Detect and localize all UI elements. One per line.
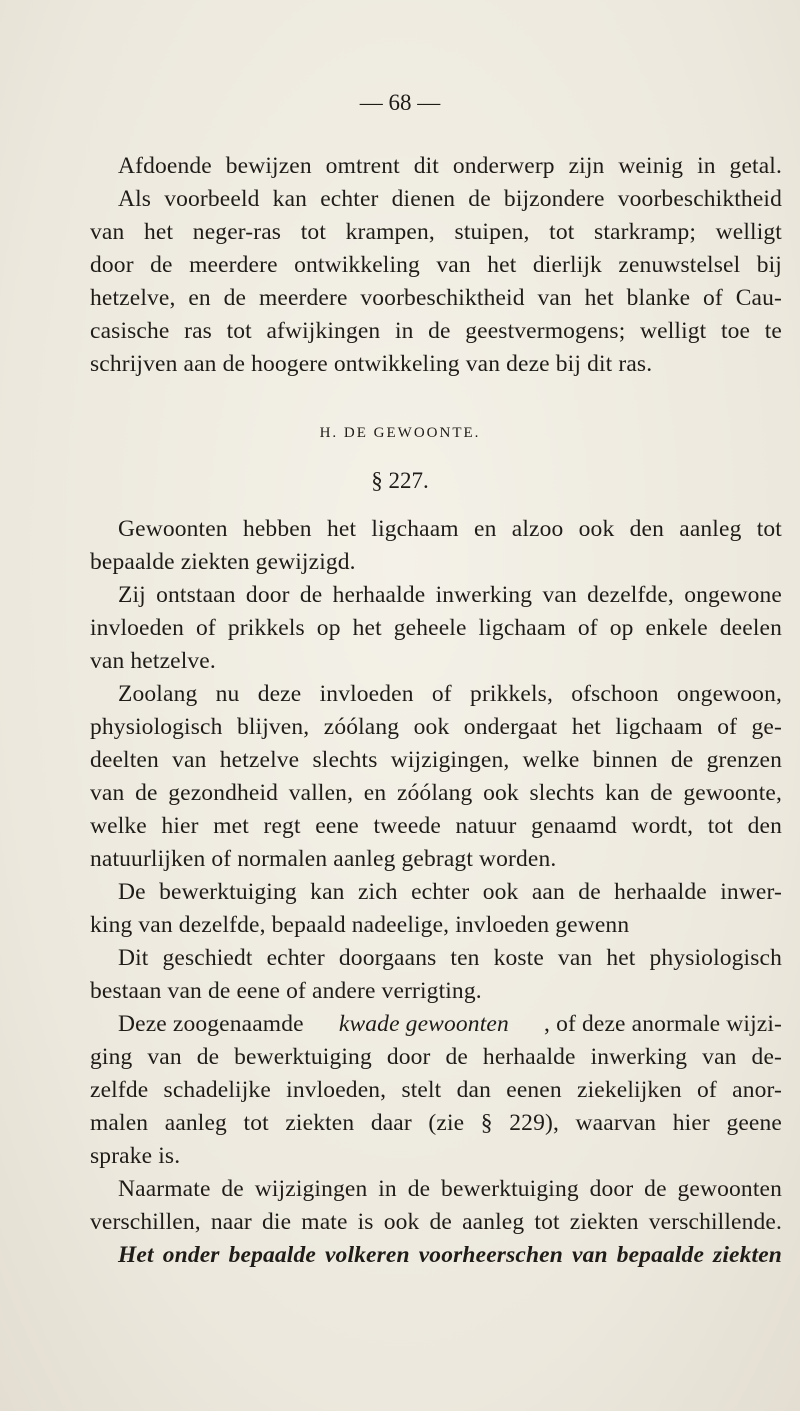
text-line: Gewoonten hebben het ligchaam en alzoo ook den aanleg tot — [118, 516, 782, 542]
text-line: Zoolang nu deze invloeden of prikkels, ofschoon ongewoon, — [118, 681, 782, 707]
text-line: van de gezondheid vallen, en zóólang ook slechts kan de gewoonte, — [90, 780, 782, 806]
text-line: physiologisch blijven, zóólang ook ondergaat het ligchaam of ge- — [90, 714, 782, 740]
text-line: Zij ontstaan door de herhaalde inwerking van dezelfde, ongewone — [118, 582, 782, 608]
text-line: sprake is. — [90, 1143, 181, 1169]
page-number: — 68 — — [359, 90, 441, 115]
text-line: Naarmate de wijzigingen in de bewerktuiging door de gewoonten — [118, 1176, 782, 1202]
text-line: De bewerktuiging kan zich echter ook aan de herhaalde inwer- — [118, 879, 782, 905]
text-line — [90, 1008, 782, 1041]
body-text — [90, 513, 782, 1272]
text-line: Als voorbeeld kan echter dienen de bijzondere voorbeschiktheid — [118, 186, 782, 212]
text-line: casische ras tot afwijkingen in de geestvermogens; welligt toe te — [90, 318, 782, 344]
text-line: natuurlijken of normalen aanleg gebragt worden. — [90, 846, 557, 872]
text-line: door de meerdere ontwikkeling van het dierlijk zenuwstelsel bij — [90, 252, 782, 278]
text-fragment: Deze zoogenaamde — [118, 1011, 304, 1037]
text-line: Afdoende bewijzen omtrent dit onderwerp zijn weinig in getal. — [118, 153, 782, 179]
text-line: malen aanleg tot ziekten daar (zie § 229), waarvan hier geene — [90, 1110, 782, 1136]
text-line: van het neger-ras tot krampen, stuipen, tot starkramp; welligt — [90, 219, 782, 245]
text-line: van hetzelve. — [90, 648, 216, 674]
text-line: bepaalde ziekten gewijzigd. — [90, 549, 356, 575]
text-line: invloeden of prikkels op het geheele ligchaam of op enkele deelen — [90, 615, 782, 641]
chapter-subheading: H. DE GEWOONTE. — [319, 425, 481, 441]
closing-heading: Het onder bepaalde volkeren voorheerschen van bepaalde ziekten — [118, 1242, 782, 1268]
text-line: Dit geschiedt echter doorgaans ten koste van het physiologisch — [118, 945, 782, 971]
text-line: ging van de bewerktuiging door de herhaalde inwerking van de- — [90, 1044, 782, 1070]
text-line: king van dezelfde, bepaald nadeelige, invloeden gewenn — [90, 912, 630, 938]
text-fragment: , of deze anormale wijzi- — [544, 1011, 782, 1037]
intro-paragraph — [90, 150, 782, 381]
text-line: welke hier met regt eene tweede natuur genaamd wordt, tot den — [90, 813, 782, 839]
section-number: § 227. — [371, 468, 429, 493]
text-line: zelfde schadelijke invloeden, stelt dan eenen ziekelijken of anor- — [90, 1077, 782, 1103]
text-line: verschillen, naar die mate is ook de aanleg tot ziekten verschillende. — [90, 1209, 782, 1235]
italic-phrase: kwade gewoonten — [338, 1011, 509, 1037]
text-line: hetzelve, en de meerdere voorbeschiktheid van het blanke of Cau- — [90, 285, 782, 311]
text-line: schrijven aan de hoogere ontwikkeling van deze bij dit ras. — [90, 351, 653, 377]
text-line: deelten van hetzelve slechts wijzigingen, welke binnen de grenzen — [90, 747, 782, 773]
text-line: bestaan van de eene of andere verrigting. — [90, 978, 482, 1004]
